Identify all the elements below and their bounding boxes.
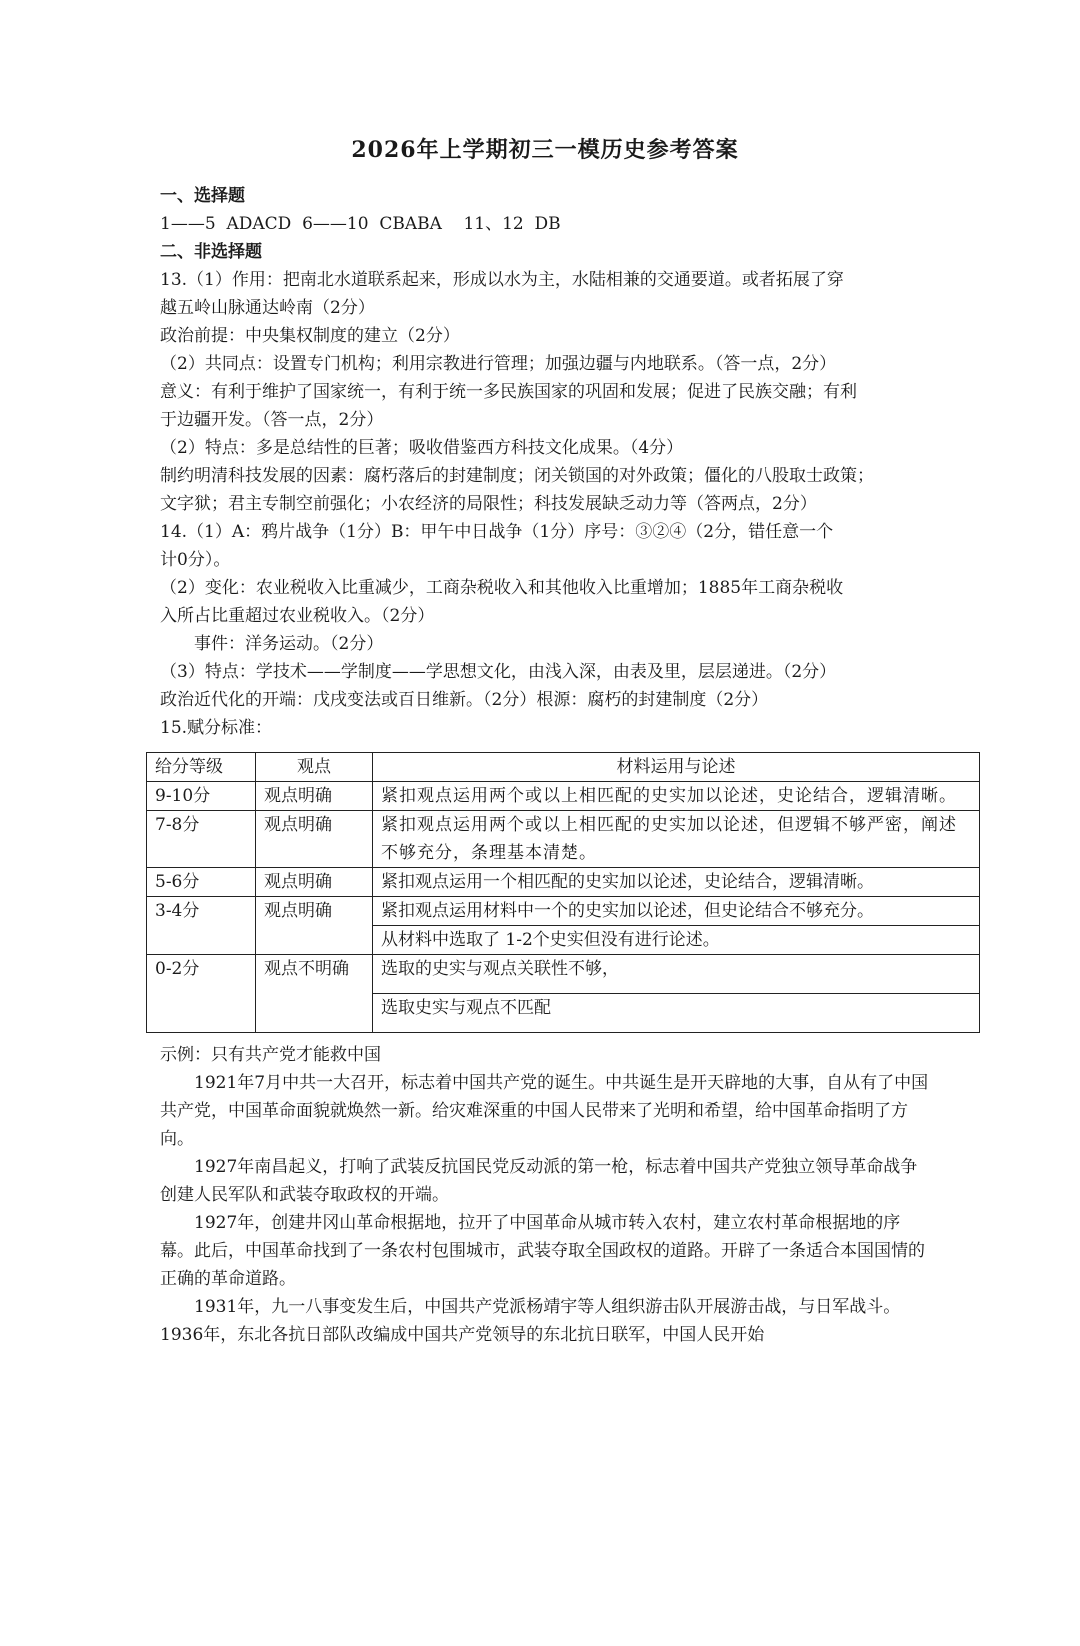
answer-line: 于边疆开发。（答一点，2分） xyxy=(160,410,384,430)
answer-line: （3）特点：学技术——学制度——学思想文化，由浅入深，由表及里，层层递进。（2分） xyxy=(160,662,837,682)
table-cell-desc: 选取的史实与观点关联性不够， xyxy=(373,955,980,994)
table-cell-level: 9-10分 xyxy=(147,782,256,811)
multiple-choice-answers: 1——5 ADACD 6——10 CBABA 11、12 DB xyxy=(160,214,561,234)
answer-line: 政治近代化的开端：戊戌变法或百日维新。（2分）根源：腐朽的封建制度（2分） xyxy=(160,690,769,710)
answer-line: 14.（1）A：鸦片战争（1分）B：甲午中日战争（1分）序号：③②④（2分，错任意一个 xyxy=(160,522,834,542)
sample-label: 示例：只有共产党才能救中国 xyxy=(160,1045,381,1065)
table-cell-desc: 紧扣观点运用两个或以上相匹配的史实加以论述，史论结合，逻辑清晰。 xyxy=(373,782,980,811)
table-header-level: 给分等级 xyxy=(147,753,256,782)
answer-line: 政治前提：中央集权制度的建立（2分） xyxy=(160,326,460,346)
table-cell-level: 0-2分 xyxy=(147,955,256,1033)
table-row xyxy=(147,868,980,897)
table-header-row xyxy=(147,753,980,782)
table-cell-level: 3-4分 xyxy=(147,897,256,955)
table-cell-desc: 紧扣观点运用两个或以上相匹配的史实加以论述，但逻辑不够严密，阐述不够充分，条理基本清楚。 xyxy=(373,811,980,868)
table-header-view: 观点 xyxy=(256,753,373,782)
table-cell-view: 观点明确 xyxy=(256,782,373,811)
table-cell-level: 7-8分 xyxy=(147,811,256,868)
scoring-table xyxy=(146,752,980,1033)
table-cell-level: 5-6分 xyxy=(147,868,256,897)
answer-line: 意义：有利于维护了国家统一，有利于统一多民族国家的巩固和发展；促进了民族交融；有利 xyxy=(160,382,857,402)
table-cell-desc: 紧扣观点运用一个相匹配的史实加以论述，史论结合，逻辑清晰。 xyxy=(373,868,980,897)
answer-line: 文字狱；君主专制空前强化；小农经济的局限性；科技发展缺乏动力等（答两点，2分） xyxy=(160,494,817,514)
table-cell-desc: 从材料中选取了 1-2个史实但没有进行论述。 xyxy=(373,926,980,955)
sample-paragraph: 1921年7月中共一大召开，标志着中国共产党的诞生。中共诞生是开天辟地的大事，自从有了中国共产党，中国革命面貌就焕然一新。给灾难深重的中国人民带来了光明和希望，给中国革命指明了方向。 xyxy=(160,1073,929,1149)
sample-paragraph: 1931年，九一八事变发生后，中国共产党派杨靖宇等人组织游击队开展游击战，与日军战斗。1936年，东北各抗日部队改编成中国共产党领导的东北抗日联军，中国人民开始 xyxy=(160,1297,901,1345)
answer-line: 越五岭山脉通达岭南（2分） xyxy=(160,298,375,318)
page-title: 2026年上学期初三一模历史参考答案 xyxy=(351,137,739,163)
answer-line: 入所占比重超过农业税收入。（2分） xyxy=(160,606,435,626)
answer-line: 制约明清科技发展的因素：腐朽落后的封建制度；闭关锁国的对外政策；僵化的八股取士政策； xyxy=(160,466,874,486)
table-row xyxy=(147,897,980,926)
answer-line: 13.（1）作用：把南北水道联系起来，形成以水为主，水陆相兼的交通要道。或者拓展了穿 xyxy=(160,270,844,290)
table-header-desc: 材料运用与论述 xyxy=(373,753,980,782)
answer-line-event: 事件：洋务运动。（2分） xyxy=(194,634,384,654)
table-cell-view: 观点不明确 xyxy=(256,955,373,1033)
table-row xyxy=(147,955,980,994)
section-heading-non-choice: 二、非选择题 xyxy=(160,242,262,262)
table-row xyxy=(147,782,980,811)
table-cell-desc: 紧扣观点运用材料中一个的史实加以论述，但史论结合不够充分。 xyxy=(373,897,980,926)
table-cell-view: 观点明确 xyxy=(256,897,373,955)
scoring-criteria-label: 15.赋分标准： xyxy=(160,718,273,738)
answer-line: （2）特点：多是总结性的巨著；吸收借鉴西方科技文化成果。（4分） xyxy=(160,438,684,458)
answer-line: （2）变化：农业税收入比重减少，工商杂税收入和其他收入比重增加；1885年工商杂税收 xyxy=(160,578,844,598)
answer-line: （2）共同点：设置专门机构；利用宗教进行管理；加强边疆与内地联系。（答一点，2分） xyxy=(160,354,837,374)
sample-paragraph: 1927年，创建井冈山革命根据地，拉开了中国革命从城市转入农村，建立农村革命根据地的序幕。此后，中国革命找到了一条农村包围城市，武装夺取全国政权的道路。开辟了一条适合本国国情的正确的革命道路。 xyxy=(160,1213,925,1289)
table-cell-view: 观点明确 xyxy=(256,811,373,868)
table-cell-view: 观点明确 xyxy=(256,868,373,897)
sample-paragraph: 1927年南昌起义，打响了武装反抗国民党反动派的第一枪，标志着中国共产党独立领导革命战争创建人民军队和武装夺取政权的开端。 xyxy=(160,1157,918,1205)
table-cell-desc: 选取史实与观点不匹配 xyxy=(373,994,980,1033)
answer-line: 计0分）。 xyxy=(160,550,231,570)
table-row xyxy=(147,811,980,868)
section-heading-multiple-choice: 一、选择题 xyxy=(160,186,245,206)
